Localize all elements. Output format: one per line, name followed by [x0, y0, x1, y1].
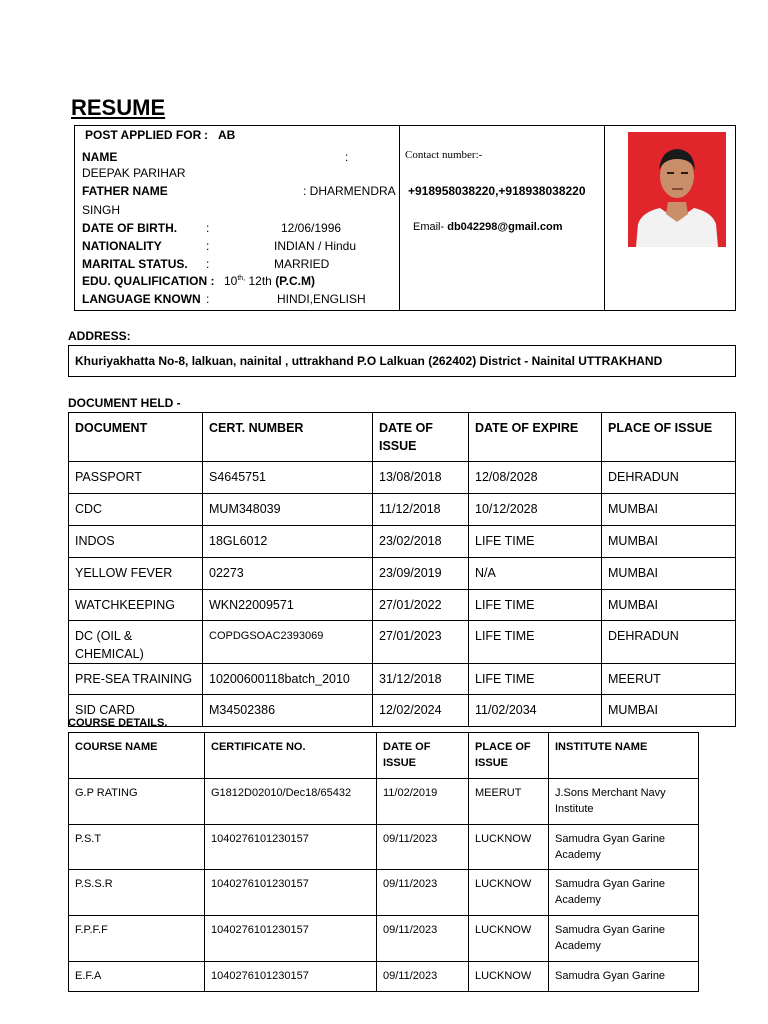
documents-table: [68, 412, 736, 727]
courses-header-cell: COURSE NAME: [69, 733, 205, 779]
table-cell: G1812D02010/Dec18/65432: [205, 779, 377, 825]
contact-numbers: +918958038220,+918938038220: [408, 184, 586, 198]
post-applied-sep: :: [204, 128, 208, 142]
table-cell: MUMBAI: [602, 695, 736, 727]
table-cell: 09/11/2023: [377, 962, 469, 992]
name-label: NAME: [82, 150, 118, 164]
courses-table: [68, 732, 699, 992]
table-cell: LIFE TIME: [469, 526, 602, 558]
dob-value: 12/06/1996: [281, 221, 342, 235]
table-cell: WATCHKEEPING: [69, 590, 203, 621]
table-row: [69, 825, 699, 870]
profile-photo: [628, 132, 726, 247]
table-cell: 09/11/2023: [377, 870, 469, 916]
table-row: [69, 779, 699, 825]
table-row: [69, 870, 699, 916]
address-text: Khuriyakhatta No-8, lalkuan, nainital , uttrakhand P.O Lalkuan (262402) District - Nainital UTTRAKHAND: [75, 354, 663, 368]
table-cell: MUMBAI: [602, 590, 736, 621]
table-cell: MUM348039: [203, 494, 373, 526]
table-cell: LUCKNOW: [469, 825, 549, 870]
courses-header-cell: INSTITUTE NAME: [549, 733, 699, 779]
post-applied-label: POST APPLIED FOR: [85, 128, 202, 142]
table-cell: MUMBAI: [602, 558, 736, 590]
table-cell: E.F.A: [69, 962, 205, 992]
address-box: [68, 345, 736, 377]
table-cell: J.Sons Merchant Navy Institute: [549, 779, 699, 825]
table-cell: 11/02/2034: [469, 695, 602, 727]
courses-heading: COURSE DETAILS.: [68, 717, 168, 729]
table-cell: PASSPORT: [69, 462, 203, 494]
table-cell: Samudra Gyan Garine: [549, 962, 699, 992]
table-cell: DC (OIL & CHEMICAL): [69, 621, 203, 664]
table-cell: DEHRADUN: [602, 462, 736, 494]
table-row: [69, 462, 736, 494]
courses-header-cell: CERTIFICATE NO.: [205, 733, 377, 779]
table-cell: LIFE TIME: [469, 664, 602, 695]
dob-sep: :: [206, 221, 210, 235]
email-label: Email-: [413, 221, 448, 233]
language-sep: :: [206, 292, 210, 306]
marital-status-label: MARITAL STATUS.: [82, 257, 188, 271]
courses-header-row: [69, 733, 699, 779]
table-cell: 10200600118batch_2010: [203, 664, 373, 695]
table-cell: LIFE TIME: [469, 590, 602, 621]
marital-status-sep: :: [206, 257, 210, 271]
table-cell: INDOS: [69, 526, 203, 558]
table-row: [69, 621, 736, 664]
documents-header-cell: CERT. NUMBER: [203, 413, 373, 462]
table-row: [69, 590, 736, 621]
edu-qualification-value: $10^{th,}$ 12th (P.C.M): [224, 274, 315, 288]
table-cell: SID CARD: [69, 695, 203, 727]
table-cell: 10/12/2028: [469, 494, 602, 526]
father-name-value: : DHARMENDRA: [303, 184, 396, 198]
table-row: [69, 695, 736, 727]
table-cell: MUMBAI: [602, 526, 736, 558]
table-cell: LUCKNOW: [469, 870, 549, 916]
table-cell: 02273: [203, 558, 373, 590]
table-cell: LIFE TIME: [469, 621, 602, 664]
table-cell: 11/02/2019: [377, 779, 469, 825]
table-cell: F.P.F.F: [69, 916, 205, 962]
table-cell: 27/01/2023: [373, 621, 469, 664]
table-row: [69, 494, 736, 526]
table-cell: 09/11/2023: [377, 916, 469, 962]
language-label: LANGUAGE KNOWN: [82, 292, 201, 306]
contact-label: Contact number:-: [405, 149, 483, 161]
table-cell: 09/11/2023: [377, 825, 469, 870]
table-cell: 1040276101230157: [205, 962, 377, 992]
table-cell: Samudra Gyan Garine Academy: [549, 870, 699, 916]
table-row: [69, 664, 736, 695]
table-cell: Samudra Gyan Garine Academy: [549, 825, 699, 870]
table-cell: WKN22009571: [203, 590, 373, 621]
father-name-label: FATHER NAME: [82, 184, 168, 198]
table-cell: MUMBAI: [602, 494, 736, 526]
table-cell: 13/08/2018: [373, 462, 469, 494]
table-cell: PRE-SEA TRAINING: [69, 664, 203, 695]
documents-header-row: [69, 413, 736, 462]
table-cell: 1040276101230157: [205, 825, 377, 870]
table-cell: P.S.T: [69, 825, 205, 870]
documents-header-cell: DOCUMENT: [69, 413, 203, 462]
nationality-value: INDIAN / Hindu: [274, 239, 357, 253]
table-cell: YELLOW FEVER: [69, 558, 203, 590]
father-name-value-cont: SINGH: [82, 203, 121, 217]
table-cell: 31/12/2018: [373, 664, 469, 695]
table-cell: 11/12/2018: [373, 494, 469, 526]
email-line: [413, 221, 563, 233]
table-row: [69, 558, 736, 590]
name-value: DEEPAK PARIHAR: [82, 166, 186, 180]
documents-header-cell: DATE OF EXPIRE: [469, 413, 602, 462]
documents-heading: DOCUMENT HELD -: [68, 396, 181, 410]
table-cell: DEHRADUN: [602, 621, 736, 664]
table-row: [69, 916, 699, 962]
table-cell: LUCKNOW: [469, 916, 549, 962]
documents-header-cell: DATE OF ISSUE: [373, 413, 469, 462]
table-row: [69, 962, 699, 992]
table-cell: P.S.S.R: [69, 870, 205, 916]
post-applied-value: AB: [218, 128, 236, 142]
nationality-sep: :: [206, 239, 210, 253]
table-cell: 12/08/2028: [469, 462, 602, 494]
table-cell: 12/02/2024: [373, 695, 469, 727]
nationality-label: NATIONALITY: [82, 239, 162, 253]
table-cell: 1040276101230157: [205, 916, 377, 962]
table-cell: CDC: [69, 494, 203, 526]
table-row: [69, 526, 736, 558]
table-cell: 23/09/2019: [373, 558, 469, 590]
table-cell: 18GL6012: [203, 526, 373, 558]
table-cell: G.P RATING: [69, 779, 205, 825]
table-cell: MEERUT: [602, 664, 736, 695]
dob-label: DATE OF BIRTH.: [82, 221, 178, 235]
documents-header-cell: PLACE OF ISSUE: [602, 413, 736, 462]
marital-status-value: MARRIED: [274, 257, 330, 271]
name-sep: :: [345, 150, 349, 164]
edu-qualification-label: EDU. QUALIFICATION :: [82, 274, 215, 288]
table-cell: 23/02/2018: [373, 526, 469, 558]
table-cell: N/A: [469, 558, 602, 590]
person-silhouette-icon: [628, 132, 726, 247]
table-cell: 1040276101230157: [205, 870, 377, 916]
address-heading: ADDRESS:: [68, 329, 131, 343]
table-cell: COPDGSOAC2393069: [203, 621, 373, 664]
table-cell: M34502386: [203, 695, 373, 727]
page-title: RESUME: [71, 95, 166, 120]
table-cell: S4645751: [203, 462, 373, 494]
table-cell: 27/01/2022: [373, 590, 469, 621]
table-cell: LUCKNOW: [469, 962, 549, 992]
language-value: HINDI,ENGLISH: [277, 292, 366, 306]
courses-header-cell: PLACE OF ISSUE: [469, 733, 549, 779]
email-value: db042298@gmail.com: [447, 221, 563, 233]
courses-header-cell: DATE OF ISSUE: [377, 733, 469, 779]
table-cell: MEERUT: [469, 779, 549, 825]
table-cell: Samudra Gyan Garine Academy: [549, 916, 699, 962]
